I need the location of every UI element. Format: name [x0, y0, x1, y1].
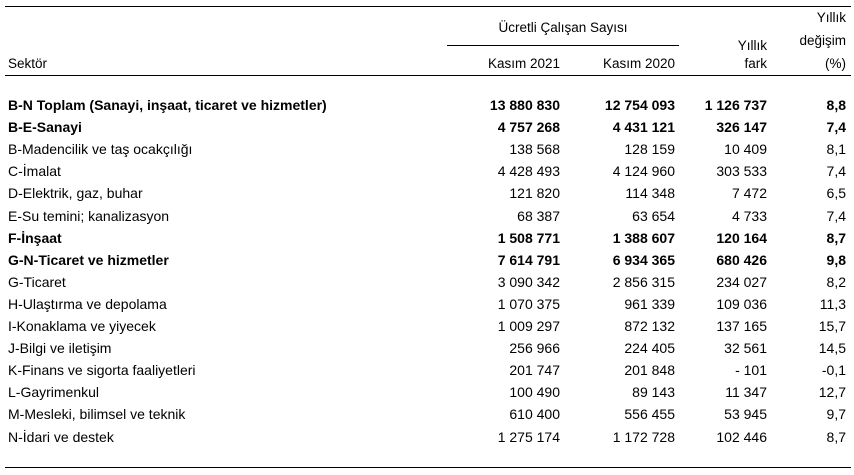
table-row [0, 382, 854, 404]
yillik-fark-cell: 137 165 [716, 318, 767, 334]
header-bottom-rule [5, 75, 851, 76]
yillik-degisim-cell: 15,7 [818, 318, 846, 334]
yillik-degisim-cell: 6,5 [826, 185, 846, 202]
table-row [0, 95, 854, 117]
yillik-fark-cell: 120 164 [716, 229, 767, 246]
yillik-fark-header-line2: fark [744, 56, 767, 71]
yillik-degisim-header-line1: Yıllık [816, 10, 846, 25]
table-row [0, 139, 854, 161]
kasim-2020-cell: 1 172 728 [612, 428, 675, 445]
sector-cell: C-İmalat [8, 163, 61, 180]
table-row [0, 272, 854, 294]
sector-cell: K-Finans ve sigorta faaliyetleri [8, 362, 196, 379]
table-row [0, 316, 854, 338]
table-row [0, 338, 854, 360]
kasim-2021-cell: 4 428 493 [497, 163, 560, 180]
yillik-degisim-cell: 9,7 [826, 406, 846, 423]
yillik-fark-cell: 102 446 [716, 428, 767, 445]
sector-cell: I-Konaklama ve yiyecek [8, 318, 156, 334]
kasim-2021-cell: 100 490 [509, 384, 560, 401]
yillik-fark-cell: 234 027 [716, 273, 767, 290]
kasim-2020-column-header: Kasım 2020 [602, 56, 675, 71]
yillik-fark-cell: - 101 [735, 362, 767, 379]
kasim-2020-cell: 2 856 315 [612, 273, 675, 290]
kasim-2020-cell: 224 405 [624, 340, 675, 357]
yillik-fark-cell: 4 733 [731, 207, 767, 224]
sector-cell: F-İnşaat [8, 229, 62, 246]
yillik-fark-cell: 680 426 [716, 251, 767, 268]
yillik-fark-cell: 11 347 [725, 384, 767, 401]
kasim-2021-cell: 201 747 [509, 362, 560, 379]
table-bottom-rule [5, 467, 851, 468]
yillik-degisim-cell: 9,8 [826, 251, 846, 268]
yillik-fark-cell: 303 533 [716, 163, 767, 180]
yillik-fark-cell: 32 561 [724, 340, 767, 357]
sector-cell: M-Mesleki, bilimsel ve teknik [8, 406, 186, 423]
kasim-2020-cell: 961 339 [624, 295, 675, 312]
table-row [0, 228, 854, 250]
yillik-degisim-cell: 7,4 [826, 207, 846, 224]
yillik-degisim-cell: 7,4 [826, 119, 846, 136]
table-row [0, 206, 854, 228]
yillik-degisim-cell: 8,8 [826, 97, 846, 113]
yillik-degisim-cell: 8,2 [826, 273, 846, 290]
table-row [0, 250, 854, 272]
yillik-degisim-cell: -0,1 [821, 362, 846, 379]
kasim-2021-cell: 7 614 791 [497, 251, 560, 268]
kasim-2021-column-header: Kasım 2021 [487, 56, 560, 71]
sector-cell: L-Gayrimenkul [8, 384, 100, 401]
sector-cell: B-Madencilik ve taş ocakçılığı [8, 141, 193, 158]
kasim-2020-cell: 872 132 [624, 318, 675, 334]
yillik-degisim-header-line3: (%) [825, 56, 846, 71]
sector-cell: G-Ticaret [8, 273, 66, 290]
table-row [0, 294, 854, 316]
yillik-fark-cell: 109 036 [716, 295, 767, 312]
yillik-fark-cell: 7 472 [731, 185, 767, 202]
kasim-2020-cell: 556 455 [624, 406, 675, 423]
group-header-label: Ücretli Çalışan Sayısı [498, 20, 628, 35]
yillik-degisim-cell: 8,7 [826, 428, 846, 445]
kasim-2020-cell: 1 388 607 [612, 229, 675, 246]
kasim-2020-cell: 63 654 [632, 207, 675, 224]
sector-cell: E-Su temini; kanalizasyon [8, 207, 170, 224]
kasim-2020-cell: 12 754 093 [604, 97, 675, 113]
group-header-rule [447, 45, 679, 46]
sector-cell: G-N-Ticaret ve hizmetler [8, 251, 169, 268]
yillik-degisim-cell: 7,4 [826, 163, 846, 180]
kasim-2021-cell: 256 966 [509, 340, 560, 357]
kasim-2021-cell: 3 090 342 [497, 273, 560, 290]
kasim-2021-cell: 13 880 830 [489, 97, 560, 113]
sector-cell: H-Ulaştırma ve depolama [8, 295, 167, 312]
yillik-degisim-cell: 12,7 [818, 384, 846, 401]
yillik-degisim-header-line2: değişim [799, 33, 846, 48]
sector-column-header: Sektör [8, 56, 48, 71]
sector-cell: J-Bilgi ve iletişim [8, 340, 112, 357]
sector-cell: B-E-Sanayi [8, 119, 82, 136]
table-row [0, 161, 854, 183]
kasim-2021-cell: 1 070 375 [497, 295, 560, 312]
table-row [0, 427, 854, 449]
table-row [0, 183, 854, 205]
table-top-rule [5, 6, 851, 7]
kasim-2021-cell: 1 275 174 [497, 428, 560, 445]
kasim-2021-cell: 4 757 268 [497, 119, 560, 136]
yillik-fark-cell: 1 126 737 [704, 97, 767, 113]
kasim-2020-cell: 128 159 [624, 141, 675, 158]
yillik-degisim-cell: 11,3 [819, 295, 846, 312]
sector-cell: D-Elektrik, gaz, buhar [8, 185, 143, 202]
table-row [0, 117, 854, 139]
sector-cell: N-İdari ve destek [8, 428, 114, 445]
yillik-fark-cell: 326 147 [716, 119, 767, 136]
kasim-2021-cell: 610 400 [509, 406, 560, 423]
yillik-degisim-cell: 8,7 [826, 229, 846, 246]
kasim-2020-cell: 114 348 [625, 185, 675, 202]
yillik-degisim-cell: 8,1 [826, 141, 846, 158]
kasim-2020-cell: 89 143 [632, 384, 675, 401]
table-row [0, 360, 854, 382]
kasim-2021-cell: 1 508 771 [497, 229, 560, 246]
sector-cell: B-N Toplam (Sanayi, inşaat, ticaret ve hizmetler) [8, 97, 327, 113]
kasim-2020-cell: 4 431 121 [612, 119, 675, 136]
yillik-degisim-cell: 14,5 [818, 340, 846, 357]
kasim-2020-cell: 4 124 960 [612, 163, 675, 180]
table-row [0, 404, 854, 426]
kasim-2021-cell: 1 009 297 [497, 318, 560, 334]
kasim-2020-cell: 6 934 365 [612, 251, 675, 268]
kasim-2020-cell: 201 848 [624, 362, 675, 379]
yillik-fark-cell: 53 945 [724, 406, 767, 423]
kasim-2021-cell: 68 387 [517, 207, 560, 224]
kasim-2021-cell: 121 820 [509, 185, 560, 202]
yillik-fark-header-line1: Yıllık [737, 38, 767, 53]
kasim-2021-cell: 138 568 [509, 141, 560, 158]
yillik-fark-cell: 10 409 [724, 141, 767, 158]
